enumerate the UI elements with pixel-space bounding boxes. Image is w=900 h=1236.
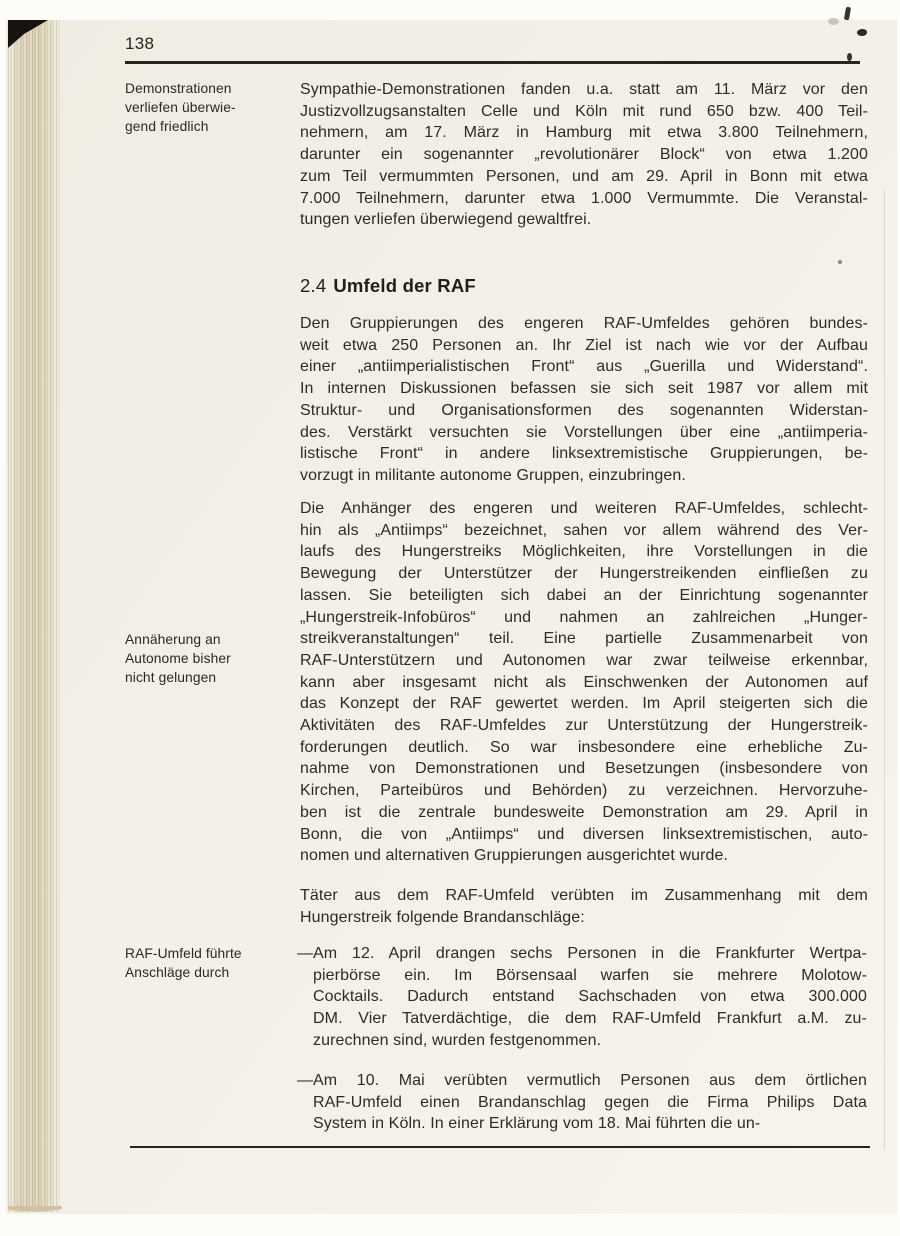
text-line: nahme von Demonstrationen und Besetzungen (insbesondere von <box>300 760 868 778</box>
text-line: nehmern, am 17. März in Hamburg mit etwa 3.800 Teilnehmern, <box>300 124 868 142</box>
paragraph-sympathie-demonstrationen <box>300 79 868 231</box>
text-line: Den Gruppierungen des engeren RAF-Umfeldes gehören bundes- <box>300 315 868 332</box>
text-line: RAF-Unterstützern und Autonomen war zwar teilweise erkennbar, <box>300 651 868 669</box>
margin-note-raf-umfeld <box>125 944 297 982</box>
paragraph-taeter-intro <box>300 885 868 928</box>
text-line: kann aber insgesamt nicht als Einschwenken der Autonomen auf <box>300 673 868 691</box>
text-line: RAF-Umfeld führte <box>125 946 242 961</box>
text-line: Am 12. April drangen sechs Personen in die Frankfurter Wertpa- <box>313 945 867 962</box>
text-line: Am 10. Mai verübten vermutlich Personen aus dem örtlichen <box>313 1072 867 1089</box>
text-line: Hungerstreik folgende Brandanschläge: <box>300 908 585 926</box>
text-line: In internen Diskussionen befassen sie sich seit 1987 vor allem mit <box>300 380 868 398</box>
text-line: einer „antiimperialistischen Front“ aus „Guerilla und Widerstand“. <box>300 358 868 376</box>
text-line: 7.000 Teilnehmern, darunter etwa 1.000 Vermummte. Die Veranstal- <box>300 189 868 207</box>
text-line: forderungen deutlich. So war insbesondere eine erhebliche Zu- <box>300 738 868 756</box>
footer-rule <box>130 1146 870 1148</box>
page-edge-line <box>884 190 885 1150</box>
text-line: Bonn, die von „Antiimps“ und diversen linksextremistischen, auto- <box>300 825 868 843</box>
list-item-text <box>313 943 867 1052</box>
text-line: das Konzept der RAF gewertet werden. Im April steigerten sich die <box>300 695 868 713</box>
margin-note-demonstrationen <box>125 79 297 136</box>
text-line: Sympathie-Demonstrationen fanden u.a. statt am 11. März vor den <box>300 81 868 98</box>
text-line: vorzugt in militante autonome Gruppen, einzubringen. <box>300 466 686 484</box>
text-line: Bewegung der Unterstützer der Hungerstreikenden einfließen zu <box>300 565 868 583</box>
list-dash-icon: — <box>297 1072 314 1089</box>
section-title: Umfeld der RAF <box>333 275 476 296</box>
ink-speck <box>838 260 842 264</box>
ink-speck <box>828 18 839 25</box>
text-line: nomen und alternativen Gruppierungen ausgerichtet wurde. <box>300 847 729 865</box>
text-line: RAF-Umfeld einen Brandanschlag gegen die Firma Philips Data <box>313 1093 867 1111</box>
text-line: Struktur- und Organisationsformen des sogenannten Widerstan- <box>300 401 868 419</box>
ink-speck <box>847 53 852 61</box>
text-line: Täter aus dem RAF-Umfeld verübten im Zusammenhang mit dem <box>300 887 868 904</box>
text-line: DM. Vier Tatverdächtige, die dem RAF-Umfeld Frankfurt a.M. zu- <box>313 1010 867 1028</box>
text-line: weit etwa 250 Personen an. Ihr Ziel ist nach wie vor der Aufbau <box>300 336 868 354</box>
text-line: hin als „Antiimps“ bezeichnet, sahen vor allem während des Ver- <box>300 521 868 539</box>
text-line: System in Köln. In einer Erklärung vom 18. Mai führten die un- <box>313 1115 761 1133</box>
paragraph-gruppierungen <box>300 313 868 487</box>
text-line: zum Teil vermummten Personen, und am 29. April in Bonn mit etwa <box>300 167 868 185</box>
page-number: 138 <box>125 34 155 53</box>
text-line: Cocktails. Dadurch entstand Sachschaden von etwa 300.000 <box>313 988 867 1006</box>
text-line: des. Verstärkt versuchten sie Vorstellungen über eine „antiimperia- <box>300 423 868 441</box>
book-edge-texture <box>8 20 60 1212</box>
text-line: nicht gelungen <box>125 670 217 685</box>
ink-speck <box>844 7 851 21</box>
text-line: ben ist die zentrale bundesweite Demonstration am 29. April in <box>300 803 868 821</box>
text-line: lassen. Sie beteiligten sich dabei an der Einrichtung sogenannter <box>300 586 868 604</box>
text-line: Anschläge durch <box>125 965 230 980</box>
text-line: laufs des Hungerstreiks Möglichkeiten, ihre Vorstellungen in die <box>300 543 868 561</box>
list-item-frankfurt <box>297 943 868 1052</box>
text-line: Demonstrationen <box>125 81 232 96</box>
text-line: zurechnen sind, wurden festgenommen. <box>313 1031 602 1049</box>
text-line: darunter ein sogenannter „revolutionärer Block“ von etwa 1.200 <box>300 146 868 164</box>
section-heading <box>300 274 476 298</box>
list-dash-icon: — <box>297 945 314 962</box>
text-line: Kirchen, Parteibüros und Behörden) zu verzeichnen. Hervorzuhe- <box>300 782 868 800</box>
text-line: Justizvollzugsanstalten Celle und Köln mit rund 650 bzw. 400 Teil- <box>300 102 868 120</box>
text-line: Die Anhänger des engeren und weiteren RAF-Umfeldes, schlecht- <box>300 500 868 517</box>
ink-speck <box>857 29 867 36</box>
text-line: Autonome bisher <box>125 651 231 666</box>
text-line: streikveranstaltungen“ teil. Eine partielle Zusammenarbeit von <box>300 630 868 648</box>
list-item-text <box>313 1070 867 1135</box>
text-line: pierbörse ein. Im Börsensaal warfen sie mehrere Molotow- <box>313 966 867 984</box>
book-edge-bottom-shadow <box>8 1206 62 1211</box>
text-line: gend friedlich <box>125 119 209 134</box>
paragraph-anhaenger <box>300 498 868 867</box>
text-line: verliefen überwie- <box>125 100 236 115</box>
header-rule <box>125 61 860 64</box>
text-line: tungen verliefen überwiegend gewaltfrei. <box>300 211 592 229</box>
margin-note-annaeherung <box>125 630 297 687</box>
text-line: listische Front“ in andere linksextremistische Gruppierungen, be- <box>300 445 868 463</box>
text-line: Aktivitäten des RAF-Umfeldes zur Unterstützung der Hungerstreik- <box>300 717 868 735</box>
text-line: Annäherung an <box>125 632 221 647</box>
section-number: 2.4 <box>300 275 327 296</box>
list-item-koeln <box>297 1070 868 1135</box>
text-line: „Hungerstreik-Infobüros“ und nahmen an zahlreichen „Hunger- <box>300 608 868 626</box>
